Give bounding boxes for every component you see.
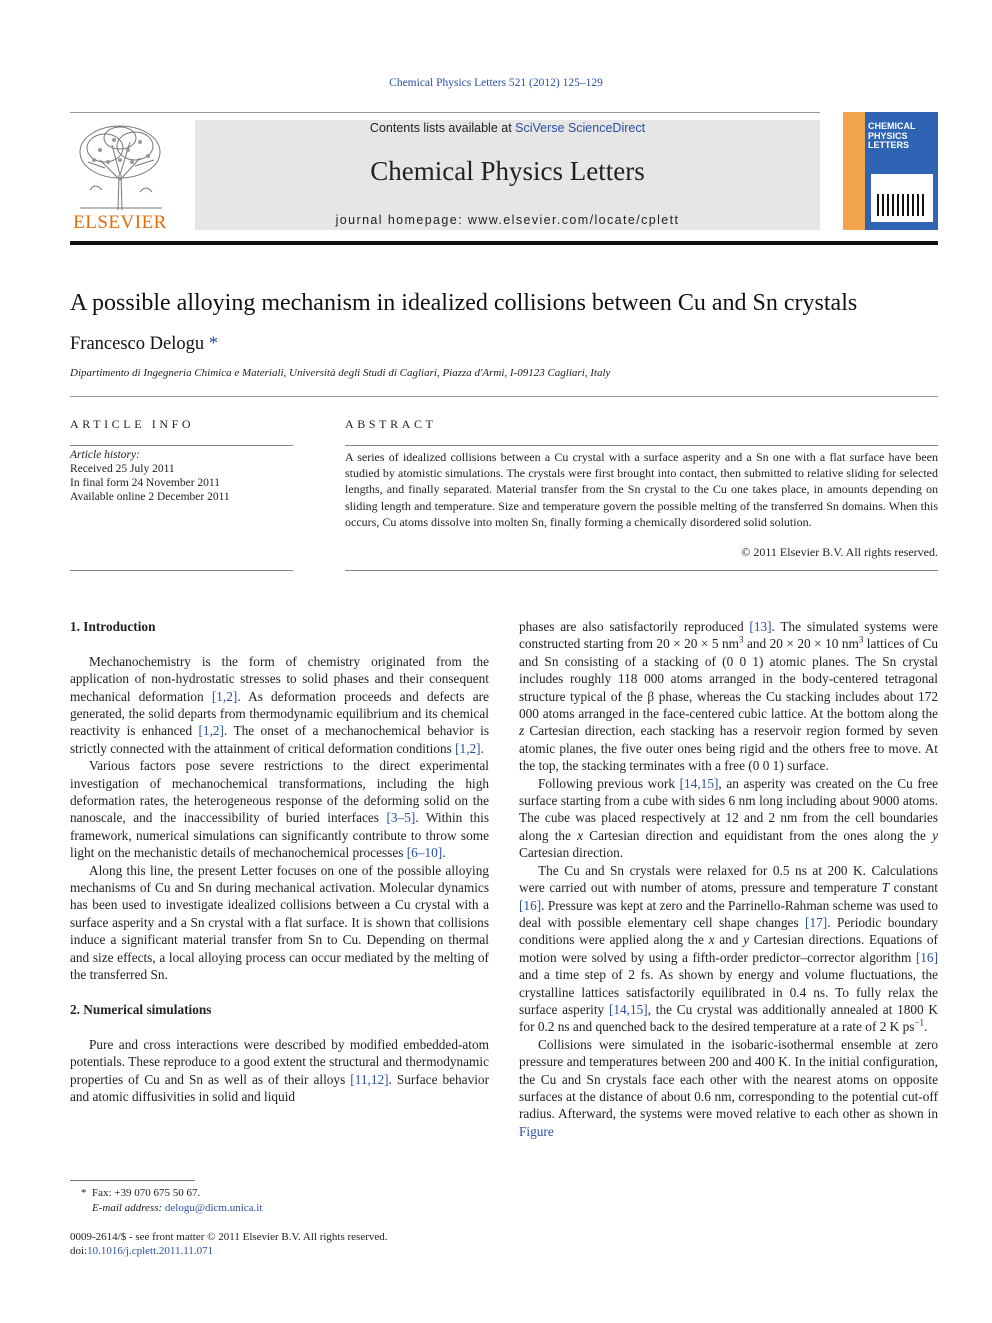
article-title: A possible alloying mechanism in idealized collisions between Cu and Sn crystals (70, 290, 858, 316)
body-left-column (70, 618, 489, 1105)
top-divider (70, 112, 820, 113)
article-history: Article history: Received 25 July 2011 In final form 24 November 2011 Available online 2 December 2011 (70, 449, 230, 503)
abstract-bottom-rule (345, 570, 938, 571)
journal-cover-thumbnail[interactable] (843, 112, 938, 230)
article-info-bottom-rule (70, 570, 293, 571)
paragraph: The Cu and Sn crystals were relaxed for 0.5 ns at 200 K. Calculations were carried out with number of atoms, pressure and temperature T constant [16]. Pressure was kept at zero and the Parrinello-Rahman scheme was used to deal with possible elementary cell shape changes [17]. Periodic boundary conditions were applied along the x and y Cartesian directions. Equations of motion were solved by using a fifth-order predictor–corrector algorithm [16] and a time step of 2 fs. As shown by energy and volume fluctuations, the crystalline lattices satisfactorily equilibrated in 0.4 ns. To fully relax the surface asperity [14,15], the Cu crystal was additionally annealed at 1800 K for 0.2 ns and quenched back to the desired temperature at a rate of 2 K $ps^{-1}$. (519, 862, 939, 1035)
footnote-rule (70, 1180, 195, 1181)
paragraph: Following previous work [14,15], an asperity was created on the Cu free surface starting from a cube with sides 6 nm long including about 9000 atoms. The cube was placed respectively at 12 and 2 nm from the cell boundaries along the x Cartesian direction and equidistant from the ones along the y Cartesian direction. (519, 775, 938, 861)
doi-link[interactable]: 10.1016/j.cplett.2011.11.071 (87, 1245, 214, 1257)
issn-line: 0009-2614/$ - see front matter © 2011 Elsevier B.V. All rights reserved. doi:10.1016/j.cplett.2011.11.071 (70, 1231, 388, 1257)
abstract-text: A series of idealized collisions between a Cu crystal with a surface asperity and a Sn one with a flat surface have been studied by atomistic simulations. The crystals were first brought into contact, then submitted to relative sliding for selected lengths, and finally separated. Material transfer from the Sn crystal to the Cu one takes place, in amounts depending on sliding length and temperature. Size and temperature govern the possible melting of the transferred Sn domains. When this occurs, Cu atoms dissolve into molten Sn, finally forming a chemically disordered solid solution. (345, 450, 938, 529)
author-name: Francesco Delogu (70, 334, 205, 354)
header-bottom-rule (70, 241, 938, 245)
author-line (70, 334, 218, 355)
abstract-copyright: © 2011 Elsevier B.V. All rights reserved. (741, 545, 938, 559)
paragraph: Mechanochemistry is the form of chemistry originated from the application of non-hydrostatic stresses to solid phases and their consequent mechanical deformation [1,2]. As deformation proceeds and defects are generated, the solid departs from thermodynamic equilibrium and its chemical reactivity is enhanced [1,2]. The onset of a mechanochemical behavior is strictly connected with the attainment of critical deformation conditions [1,2]. (70, 653, 490, 756)
corresponding-author-mark[interactable]: * (208, 334, 218, 354)
article-info-heading: ARTICLE INFO (70, 417, 195, 431)
section-heading-simulations: 2. Numerical simulations (70, 1001, 212, 1017)
body-right-column (519, 618, 938, 1140)
title-divider (70, 396, 938, 397)
contents-line: Contents lists available at SciVerse ScienceDirect (369, 121, 646, 135)
abstract-heading: ABSTRACT (345, 417, 437, 431)
journal-reference[interactable]: Chemical Physics Letters 521 (2012) 125–129 (389, 77, 603, 89)
abstract-rule (345, 445, 938, 446)
paragraph: Pure and cross interactions were described by modified embedded-atom potentials. These reproduce to a good extent the structural and thermodynamic properties of Cu and Sn as well as of their alloys [11,12]. Surface behavior and atomic diffusivities in solid and liquid (70, 1036, 489, 1104)
journal-title: Chemical Physics Letters (370, 156, 645, 186)
affiliation: Dipartimento di Ingegneria Chimica e Materiali, Università degli Studi di Cagliari, Piazza d'Armi, I-09123 Cagliari, Italy (70, 367, 611, 379)
cover-title: CHEMICAL PHYSICS LETTERS (868, 121, 916, 150)
publisher-logo-text: ELSEVIER (73, 212, 167, 233)
section-heading-introduction: 1. Introduction (70, 619, 156, 634)
sciencedirect-link[interactable]: SciVerse ScienceDirect (515, 121, 646, 135)
fax-number: Fax: +39 070 675 50 67. (92, 1187, 201, 1199)
journal-homepage[interactable]: journal homepage: www.elsevier.com/locate/cplett (335, 213, 680, 227)
email-link[interactable]: delogu@dicm.unica.it (164, 1201, 263, 1214)
paragraph: Along this line, the present Letter focuses on one of the possible alloying mechanisms of Cu and Sn during mechanical activation. Molecular dynamics has been used to investigate idealized collisions between a Cu crystal with a surface asperity and a Sn crystal with a flat surface. It is shown that collisions induce a significant material transfer from Sn to Cu. Depending on thermal and size effects, a local alloying process can occur mediated by the melting of the transferred Sn. (70, 862, 489, 983)
footnote: * Fax: +39 070 675 50 67. E-mail address: delogu@dicm.unica.it (70, 1187, 263, 1214)
paragraph: Various factors pose severe restrictions to the direct experimental investigation of mechanochemical transformations, including the high deformation rates, the heterogeneous response of the deforming solid on the nanoscale, and the inaccessibility of buried interfaces [3–5]. Within this framework, numerical simulations can significantly contribute to throw some light on the mechanistic details of mechanochemical processes [6–10]. (70, 758, 490, 861)
paragraph: phases are also satisfactorily reproduced [13]. The simulated systems were constructed starting from 20 × 20 × 5 $nm^3$ and 20 × 20 × 10 $nm^3$ lattices of Cu and Sn consisting of a stacking of (0 0 1) atomic planes. The Sn crystal includes roughly 118 000 atoms arranged in the body-centered tetragonal structure typical of the β phase, whereas the Cu stacking includes about 172 000 atoms arranged in the face-centered cubic lattice. At the bottom along the z Cartesian direction, each stacking has a reservoir region formed by seven atomic planes, the five outer ones being rigid and the others free to move. At the top, the stacking terminates with a free (0 0 1) surface. (519, 619, 938, 774)
cover-figure-icon (871, 174, 933, 222)
article-info-rule (70, 445, 293, 446)
cover-side-strip (843, 112, 865, 230)
paragraph: Collisions were simulated in the isobaric-isothermal ensemble at zero pressure and temperatures between 200 and 400 K. In the initial configuration, the Cu and Sn crystals face each other with the nearest atoms on opposite surfaces at the distance of about 0.6 nm, corresponding to the potential cut-off radius. Afterward, the systems were moved relative to each other as shown in Figure (519, 1036, 938, 1139)
